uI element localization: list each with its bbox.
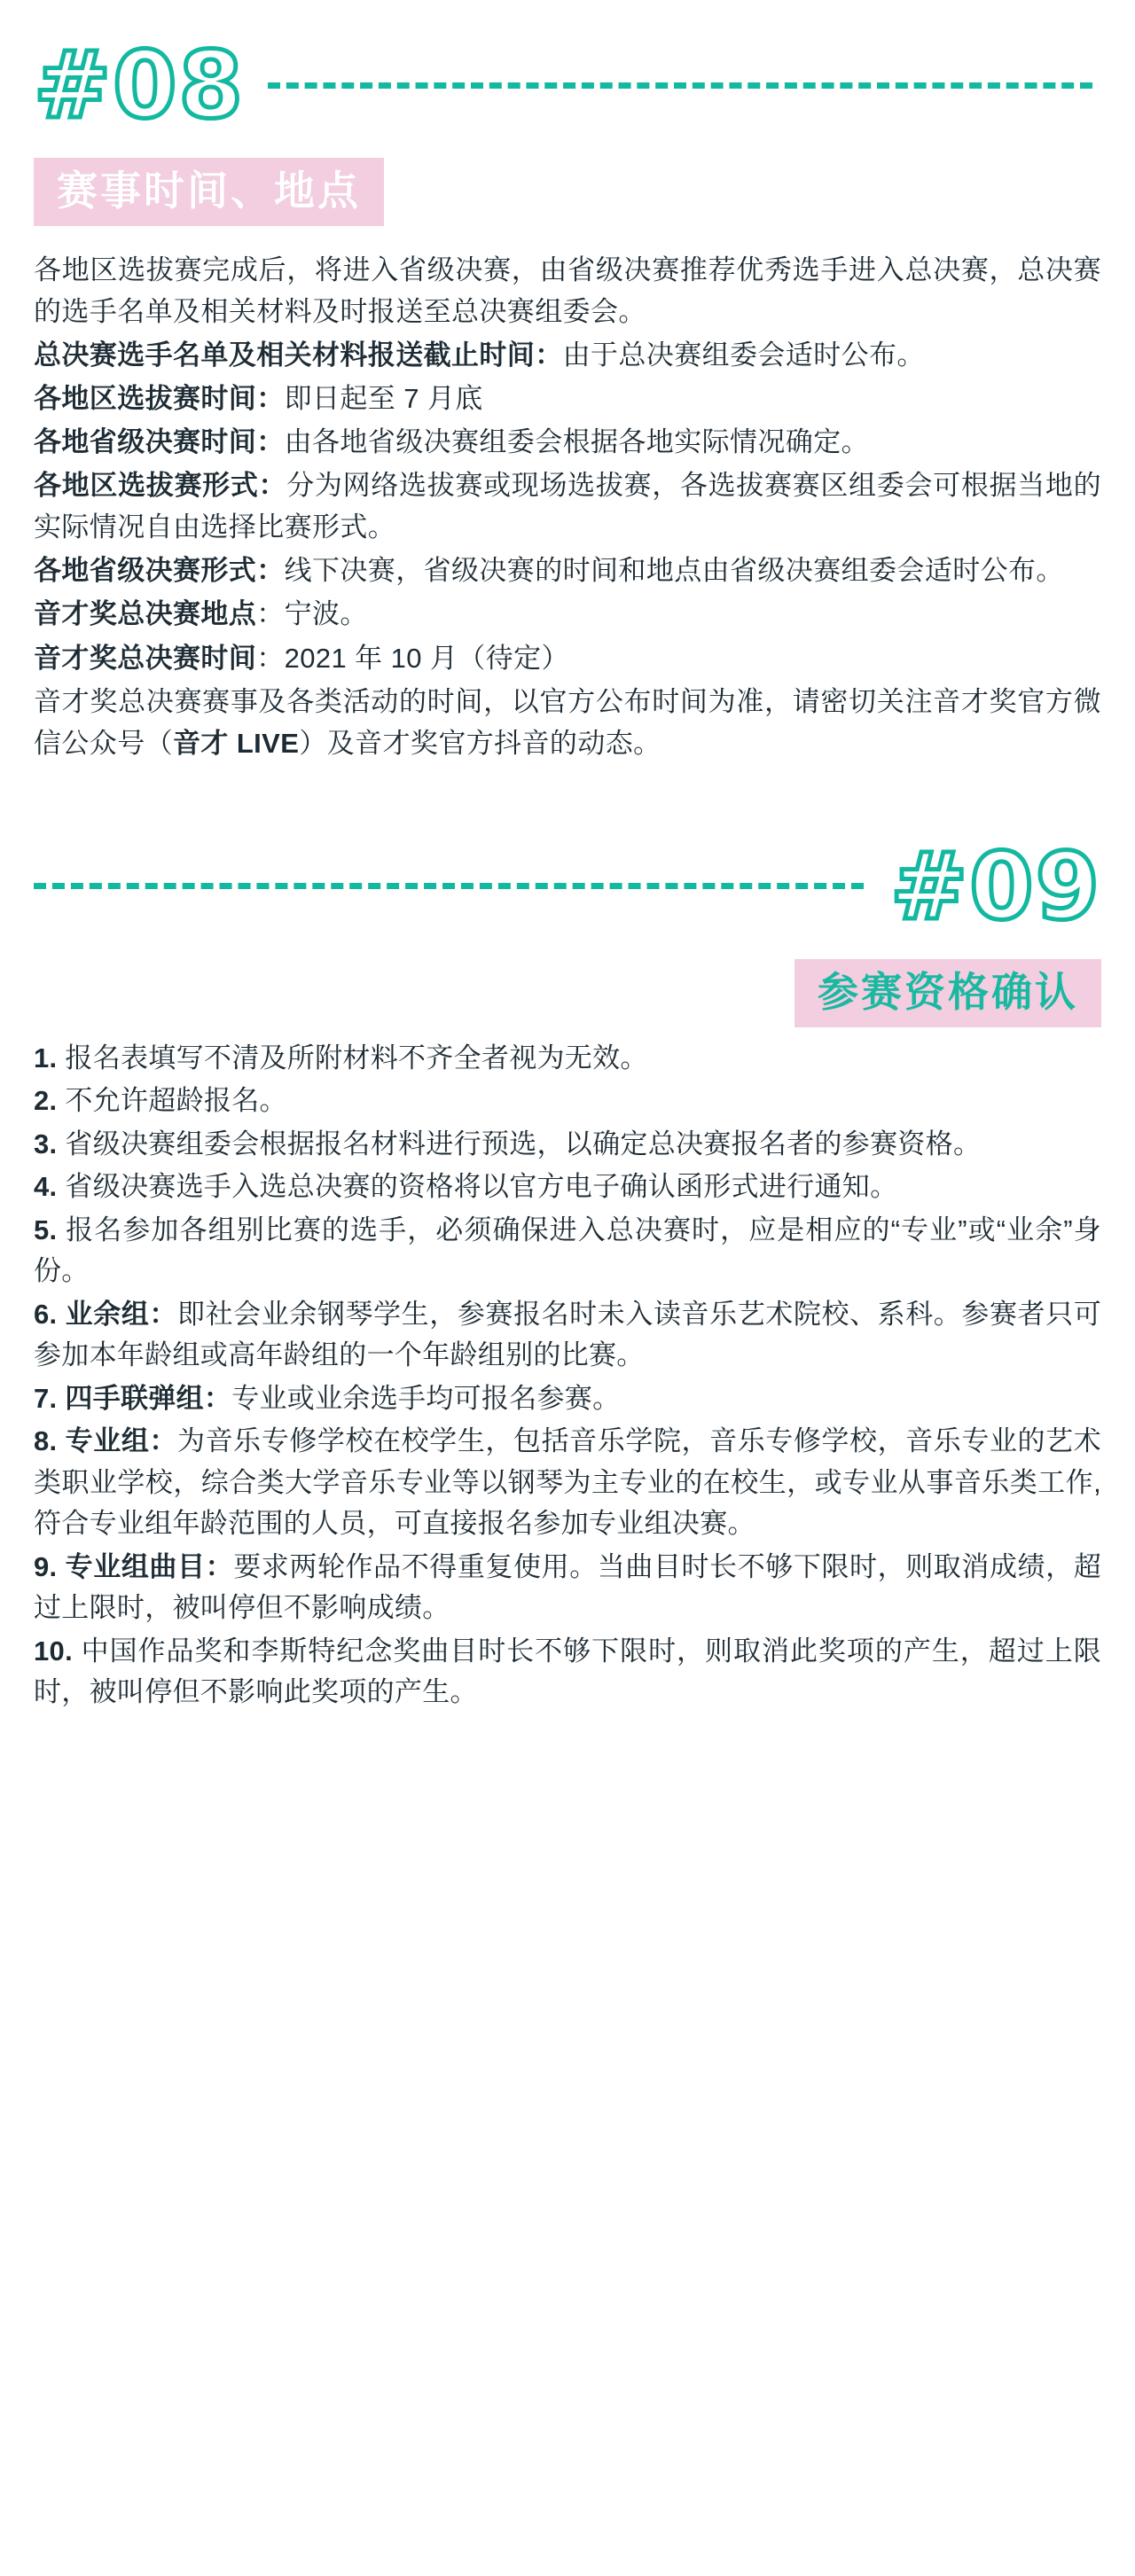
schedule-entry-final-time-value: ：2021 年 10 月（待定） xyxy=(256,642,569,674)
dashed-divider-08 xyxy=(268,82,1092,89)
schedule-entry-provincial-time xyxy=(34,421,1101,463)
schedule-entry-provincial-time-label: 各地省级决赛时间： xyxy=(34,426,285,458)
section-08-header xyxy=(0,0,1135,139)
schedule-entry-regional-time xyxy=(34,378,1101,419)
list-item-strong: 专业组曲目： xyxy=(65,1550,234,1582)
list-item-number: 7. xyxy=(34,1382,58,1414)
schedule-entry-provincial-format-label: 各地省级决赛形式： xyxy=(34,555,285,587)
list-item xyxy=(34,1421,1101,1545)
section-08-outro-pre: 音才奖总决赛赛事及各类活动的时间，以官方公布时间为准，请密切关注音才奖官方微信公众号（ xyxy=(34,685,1101,759)
section-08-number: #08 xyxy=(34,31,245,139)
schedule-entry-final-time xyxy=(34,637,1101,679)
list-item-number: 6. xyxy=(34,1298,58,1330)
schedule-entry-deadline xyxy=(34,334,1101,376)
section-08-outro xyxy=(34,681,1101,764)
list-item-text: 要求两轮作品不得重复使用。当曲目时长不够下限时，则取消成绩，超过上限时，被叫停但不影响成绩。 xyxy=(34,1550,1101,1623)
schedule-entry-provincial-format xyxy=(34,550,1101,591)
list-item xyxy=(34,1038,1101,1080)
list-item-number: 10. xyxy=(34,1635,73,1667)
list-item-strong: 专业组： xyxy=(65,1425,178,1456)
list-item-text: 省级决赛组委会根据报名材料进行预选，以确定总决赛报名者的参赛资格。 xyxy=(65,1128,982,1159)
list-item-number: 9. xyxy=(34,1550,58,1582)
list-item-number: 2. xyxy=(34,1085,58,1116)
section-09-number: #09 xyxy=(890,831,1101,941)
list-item-text: 专业或业余选手均可报名参赛。 xyxy=(231,1382,621,1414)
list-item xyxy=(34,1167,1101,1208)
list-item-text: 为音乐专修学校在校学生，包括音乐学院，音乐专修学校，音乐专业的艺术类职业学校，综合类大学音乐专业等以钢琴为主专业的在校生，或专业从事音乐类工作, 符合专业组年龄范围的人员，可直接报名参加专业组决赛。 xyxy=(34,1425,1101,1539)
schedule-entry-final-venue-value: ：宁波。 xyxy=(256,598,368,630)
list-item-text: 报名表填写不清及所附材料不齐全者视为无效。 xyxy=(65,1042,648,1073)
schedule-entry-final-venue xyxy=(34,593,1101,635)
dashed-divider-09 xyxy=(34,883,864,889)
schedule-entry-deadline-value: 由于总决赛组委会适时公布。 xyxy=(562,339,925,371)
section-08-body xyxy=(0,226,1135,764)
list-item-text: 中国作品奖和李斯特纪念奖曲目时长不够下限时，则取消此奖项的产生，超过上限时，被叫停但不影响此奖项的产生。 xyxy=(34,1635,1101,1707)
schedule-entry-regional-time-label: 各地区选拔赛时间： xyxy=(34,382,285,414)
schedule-entry-regional-format-label: 各地区选拔赛形式： xyxy=(34,470,287,502)
section-09-title: 参赛资格确认 xyxy=(794,959,1101,1027)
list-item-number: 1. xyxy=(34,1042,58,1073)
section-08-title: 赛事时间、地点 xyxy=(34,158,384,226)
schedule-entry-regional-format-value: 分为网络选拔赛或现场选拔赛，各选拔赛赛区组委会可根据当地的实际情况自由选择比赛形式。 xyxy=(34,470,1101,543)
section-spacer xyxy=(0,766,1135,801)
list-item-text: 省级决赛选手入选总决赛的资格将以官方电子确认函形式进行通知。 xyxy=(65,1171,898,1202)
schedule-entry-regional-format xyxy=(34,464,1101,548)
section-08-outro-post: ）及音才奖官方抖音的动态。 xyxy=(299,727,661,759)
list-item xyxy=(34,1294,1101,1377)
list-item-number: 8. xyxy=(34,1425,58,1456)
schedule-entry-final-time-label: 音才奖总决赛时间 xyxy=(34,642,257,674)
list-item xyxy=(34,1081,1101,1122)
list-item-text: 不允许超龄报名。 xyxy=(65,1085,287,1116)
section-09-header xyxy=(0,801,1135,941)
list-item xyxy=(34,1547,1101,1629)
list-item-number: 3. xyxy=(34,1128,58,1159)
list-item xyxy=(34,1124,1101,1166)
section-08-title-row xyxy=(0,135,1135,226)
list-item-number: 5. xyxy=(34,1214,58,1245)
list-item xyxy=(34,1210,1101,1292)
schedule-entry-regional-time-value: 即日起至 7 月底 xyxy=(284,382,483,414)
list-item-strong: 四手联弹组： xyxy=(65,1382,232,1414)
official-account-name: 音才 LIVE xyxy=(173,727,300,759)
list-item-text: 即社会业余钢琴学生，参赛报名时未入读音乐艺术院校、系科。参赛者只可参加本年龄组或高年龄组的一个年龄组别的比赛。 xyxy=(34,1298,1101,1370)
schedule-entry-final-venue-label: 音才奖总决赛地点 xyxy=(34,598,257,630)
schedule-entry-provincial-format-value: 线下决赛，省级决赛的时间和地点由省级决赛组委会适时公布。 xyxy=(284,555,1064,587)
list-item xyxy=(34,1378,1101,1420)
section-09-list xyxy=(0,1027,1135,1751)
list-item-strong: 业余组： xyxy=(65,1298,178,1330)
list-item xyxy=(34,1631,1101,1713)
section-09-title-row xyxy=(0,936,1135,1027)
section-08-intro: 各地区选拔赛完成后，将进入省级决赛，由省级决赛推荐优秀选手进入总决赛，总决赛的选手名单及相关材料及时报送至总决赛组委会。 xyxy=(34,254,1101,327)
list-item-text: 报名参加各组别比赛的选手，必须确保进入总决赛时，应是相应的“专业”或“业余”身份。 xyxy=(34,1214,1101,1286)
schedule-entry-deadline-label: 总决赛选手名单及相关材料报送截止时间： xyxy=(34,339,563,371)
list-item-number: 4. xyxy=(34,1171,58,1202)
schedule-entry-provincial-time-value: 由各地省级决赛组委会根据各地实际情况确定。 xyxy=(284,426,870,458)
